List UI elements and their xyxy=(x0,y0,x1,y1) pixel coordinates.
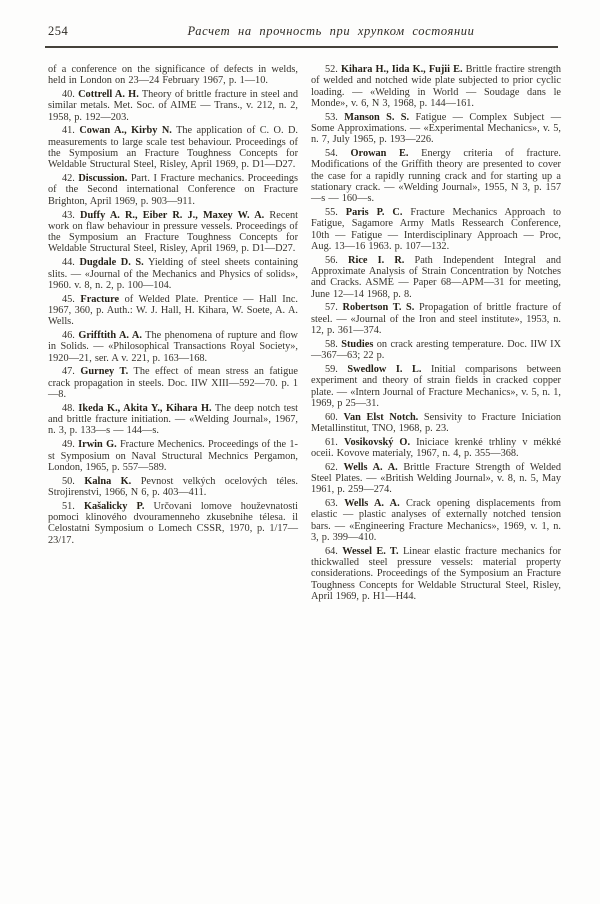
right-column xyxy=(311,64,561,605)
reference-entry: 55. Paris P. C. Fracture Mechanics Approach to Fatigue, Sagamore Army Matls Ressearch Conference, 10th — Fatigue — Interdisciplinary Approach — Proc, Aug. 13—16 1963. p. 107—132. xyxy=(311,207,562,252)
reference-entry: 44. Dugdale D. S. Yielding of steel sheets containing slits. — «Journal of the Mechanics and Physics of solids», 1960. v. 8, n. 2, p. 100—104. xyxy=(48,257,299,291)
reference-entry: 53. Manson S. S. Fatigue — Complex Subject — Some Approximations. — «Experimental Mechanics», v. 5, n. 7, July 1965, p. 193—226. xyxy=(311,111,562,146)
running-title: Расчет на прочность при хрупком состоянии xyxy=(187,24,475,38)
reference-entry: 49. Irwin G. Fracture Mechenics. Proceedings of the 1-st Symposium on Naval Structural Mechnics Pergamon, London, 1965, p. 557—589. xyxy=(48,439,298,473)
reference-entry: 47. Gurney T. The effect of mean stress an fatigue crack propagation in steels. Doc. IIW XIII—592—70. p. 1—8. xyxy=(48,366,299,401)
reference-entry: 46. Grifftith A. A. The phenomena of rupture and flow in Solids. — «Philosophical Transactions Royal Society», 1920—21, ser. A v. 221, p. 163—168. xyxy=(48,330,298,364)
reference-entry: 64. Wessel E. T. Linear elastic fracture mechanics for thickwalled steel pressure vessels: material property considerations. Proceedings of the Symposium an Fracture Toughness Concepts for Weldable Structural Steel, Risley, April 1969, p. H1—H44. xyxy=(311,545,562,603)
reference-entry: 60. Van Elst Notch. Sensivity to Fracture Iniciation Metallinstitut, TNO, 1968, p. 23. xyxy=(311,411,561,434)
reference-entry: 45. Fracture of Welded Plate. Prentice — Hall Inc. 1967, 360, p. Auth.: W. J. Hall, H. Kihara, W. Soete, A. A. Wells. xyxy=(48,293,298,328)
reference-entry: 43. Duffy A. R., Eiber R. J., Maxey W. A. Recent work on flaw behaviour in pressure vessels. Proceedings of the Symposium an Fracture Toughness Concepts for Weldable Structural Steel, Risley, April 1969, p. D1—D27. xyxy=(48,209,298,255)
reference-entry: 56. Rice I. R. Path Independent Integral and Approximate Analysis of Strain Concentration by Notches and Cracks. ASME — Paper 68—APM—31 for meeting, June 12—14 1968, p. 8. xyxy=(311,254,562,300)
reference-entry: 48. Ikeda K., Akita Y., Kihara H. The deep notch test and brittle fracture initiation. — «Welding Journal», 1967, n. 3, p. 133—s — 144—s. xyxy=(48,402,298,437)
reference-entry: of a conference on the significance of defects in welds, held in London on 23—24 February 1967, p. 1—10. xyxy=(48,64,298,87)
reference-entry: 63. Wells A. A. Crack opening displacements from elastic — plastic analyses of externally notched tension bars. — «Engineering Fracture Mechanics», 1969, v. 1, n. 3, p. 399—410. xyxy=(311,498,562,544)
page-header xyxy=(46,22,556,42)
reference-entry: 58. Studies on crack aresting temperature. Doc. IIW IX—367—63; 22 p. xyxy=(311,338,562,362)
reference-entry: 50. Kalna K. Pevnost velkých ocelových téles. Strojirenstvi, 1966, N 6, p. 403—411. xyxy=(48,475,298,498)
reference-entry: 54. Orowan E. Energy criteria of fracture. Modifications of the Griffith theory are presented to cover the case for a rapidly running crack and for starting up a stationary crack. — «Welding Journal», 1955, N 3, p. 157—s — 160—s. xyxy=(311,148,562,205)
reference-entry: 62. Wells A. A. Brittle Fracture Strength of Welded Steel Plates. — «British Welding Journal», v. 8, n. 5, May 1961, p. 259—274. xyxy=(311,461,562,496)
reference-entry: 40. Cottrell A. H. Theory of brittle fracture in steel and similar metals. Met. Soc. of AIME — Trans., v. 212, n. 2, 1958, p. 192—203. xyxy=(48,89,299,123)
reference-entry: 57. Robertson T. S. Propagation of brittle fracture of steel. — «Journal of the Iron and steel institute», 1953, n. 12, p. 361—374. xyxy=(311,302,562,337)
reference-entry: 41. Cowan A., Kirby N. The application of C. O. D. measurements to large scale test behaviour. Proceedings of the Symposium an Fracture Toughness Concepts for Weldable Structural Steel, Risley, April 1969, p. D1—D27. xyxy=(48,125,299,171)
reference-entry: 52. Kihara H., Iida K., Fujii E. Brittle fractire strength of welded and notched wide plate subjected to prior cyclic loading. — «Welding in World — Soudage dans le Monde», v. 6, N 3, 1968, p. 144—161. xyxy=(311,64,561,109)
left-column xyxy=(48,64,298,605)
reference-entry: 42. Discussion. Part. I Fracture mechanics. Proceedings of the Second international Conference on Fracture Brighton, April 1969, p. 903—911. xyxy=(48,173,299,207)
page-number: 254 xyxy=(48,24,69,38)
header-rule xyxy=(45,46,558,48)
reference-entry: 59. Swedlow I. L. Initial comparisons between experiment and theory of strain fields in cracked copper plate. — «Intern Journal of Fracture Mechanics», v. 5, n. 1, 1969, p 25—31. xyxy=(311,363,562,409)
reference-entry: 61. Vosikovský O. Iniciace krenké trhliny v mékké oceii. Kovove materialy, 1967, n. 4, p. 355—368. xyxy=(311,436,562,459)
bibliography xyxy=(48,64,560,605)
reference-entry: 51. Kašalicky P. Určovani lomove houževnatosti pomoci klinového dvouramenneho zkusebnihe télesa. il Celostatni Symposium o Lomech CSSR, 1970, p. 1/17—23/17. xyxy=(48,500,298,546)
